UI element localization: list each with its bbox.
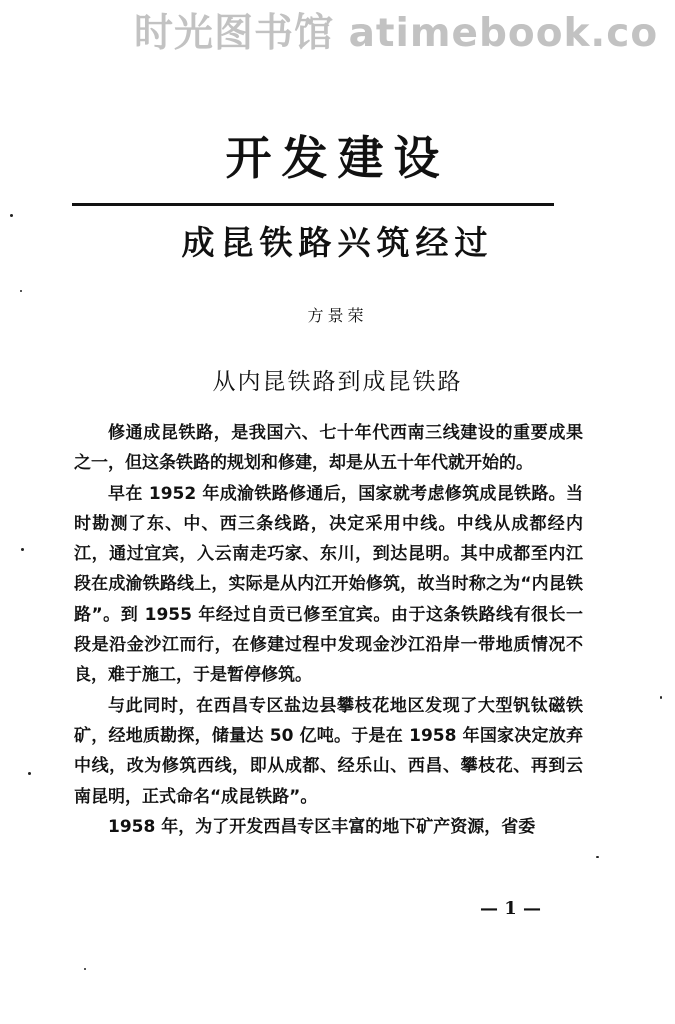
scan-speck [660,696,662,699]
article-body [74,418,583,842]
watermark-text: 时光图书馆 atimebook.co [134,11,659,56]
section-title: 开发建设 [225,131,450,185]
body-paragraph: 1958 年，为了开发西昌专区丰富的地下矿产资源，省委 [108,816,536,837]
scan-speck [10,214,13,217]
scan-speck [21,548,24,551]
body-paragraph: 早在 1952 年成渝铁路修通后，国家就考虑修筑成昆铁路。当时勘测了东、中、西三条线路，决定采用中线。中线从成都经内江，通过宜宾，入云南走巧家、东川，到达昆明。其中成都至内江段在成渝铁路线上，实际是从内江开始修筑，故当时称之为“内昆铁路”。到 1955 年经过自贡已修至宜宾。由于这条铁路线有很长一段是沿金沙江而行，在修建过程中发现金沙江沿岸一带地质情况不良，难于施工，于是暂停修筑。 [74,483,583,686]
author-name: 方景荣 [307,306,368,325]
article-title: 成昆铁路兴筑经过 [181,223,494,262]
body-paragraph: 修通成昆铁路，是我国六、七十年代西南三线建设的重要成果之一，但这条铁路的规划和修建，却是从五十年代就开始的。 [74,423,583,474]
scan-speck [596,856,599,858]
section-subheading: 从内昆铁路到成昆铁路 [212,369,463,395]
title-divider [72,203,554,206]
scan-speck [84,968,86,970]
scan-speck [28,772,31,775]
body-paragraph: 与此同时，在西昌专区盐边县攀枝花地区发现了大型钒钛磁铁矿，经地质勘探，储量达 50 亿吨。于是在 1958 年国家决定放弃中线，改为修筑西线，即从成都、经乐山、西昌、攀枝花、再到云南昆明，正式命名“成昆铁路”。 [74,695,583,807]
scan-speck [20,290,22,292]
page-number: — 1 — [480,898,542,919]
